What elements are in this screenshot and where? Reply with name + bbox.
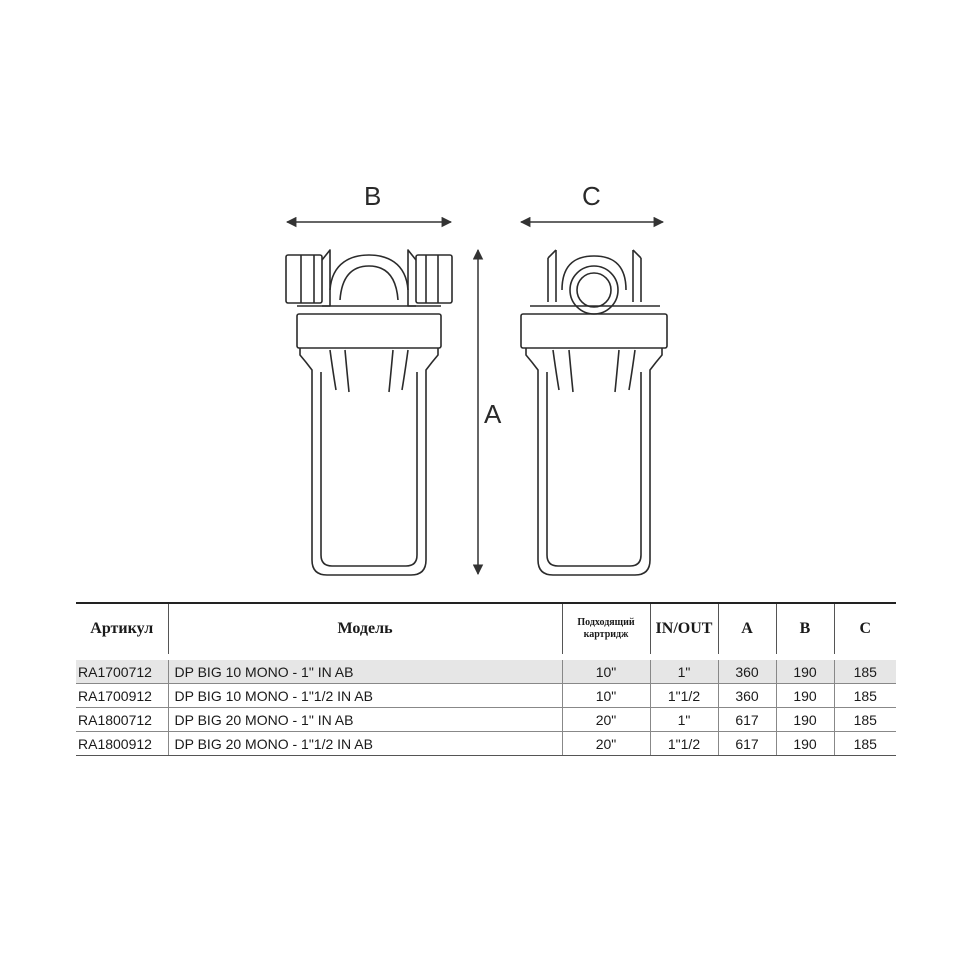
cell-c: 185 <box>834 732 896 756</box>
header-a: A <box>718 603 776 657</box>
cell-inout: 1" <box>650 708 718 732</box>
dimension-c-label: C <box>582 181 601 211</box>
cell-a: 360 <box>718 657 776 684</box>
header-model: Модель <box>168 603 562 657</box>
cell-b: 190 <box>776 732 834 756</box>
specification-table <box>76 602 896 756</box>
header-inout: IN/OUT <box>650 603 718 657</box>
cell-c: 185 <box>834 708 896 732</box>
cell-model: DP BIG 20 MONO - 1" IN AB <box>168 708 562 732</box>
cell-model: DP BIG 10 MONO - 1" IN AB <box>168 657 562 684</box>
cell-article: RA1800712 <box>76 708 168 732</box>
cell-article: RA1700712 <box>76 657 168 684</box>
table-row <box>76 732 896 756</box>
cell-inout: 1"1/2 <box>650 732 718 756</box>
cell-model: DP BIG 10 MONO - 1"1/2 IN AB <box>168 684 562 708</box>
cell-b: 190 <box>776 684 834 708</box>
header-cartridge-line2: картридж <box>583 629 629 640</box>
table-row <box>76 684 896 708</box>
table-header-row <box>76 603 896 657</box>
table-row <box>76 657 896 684</box>
header-c: C <box>834 603 896 657</box>
header-b: B <box>776 603 834 657</box>
filter-front-view <box>286 250 452 575</box>
cell-inout: 1"1/2 <box>650 684 718 708</box>
header-cartridge <box>562 603 650 657</box>
cell-article: RA1800912 <box>76 732 168 756</box>
cell-cartridge: 10" <box>562 657 650 684</box>
header-article: Артикул <box>76 603 168 657</box>
cell-a: 617 <box>718 732 776 756</box>
cell-cartridge: 20" <box>562 708 650 732</box>
cell-article: RA1700912 <box>76 684 168 708</box>
cell-a: 360 <box>718 684 776 708</box>
cell-a: 617 <box>718 708 776 732</box>
cell-cartridge: 10" <box>562 684 650 708</box>
cell-model: DP BIG 20 MONO - 1"1/2 IN AB <box>168 732 562 756</box>
cell-b: 190 <box>776 708 834 732</box>
cell-cartridge: 20" <box>562 732 650 756</box>
cell-b: 190 <box>776 657 834 684</box>
dimension-a-label: A <box>484 399 502 429</box>
cell-c: 185 <box>834 684 896 708</box>
cell-inout: 1" <box>650 657 718 684</box>
cell-c: 185 <box>834 657 896 684</box>
table-row <box>76 708 896 732</box>
header-cartridge-line1: Подходящий <box>577 617 635 628</box>
filter-side-view <box>521 250 667 575</box>
dimension-b-label: B <box>364 181 382 211</box>
